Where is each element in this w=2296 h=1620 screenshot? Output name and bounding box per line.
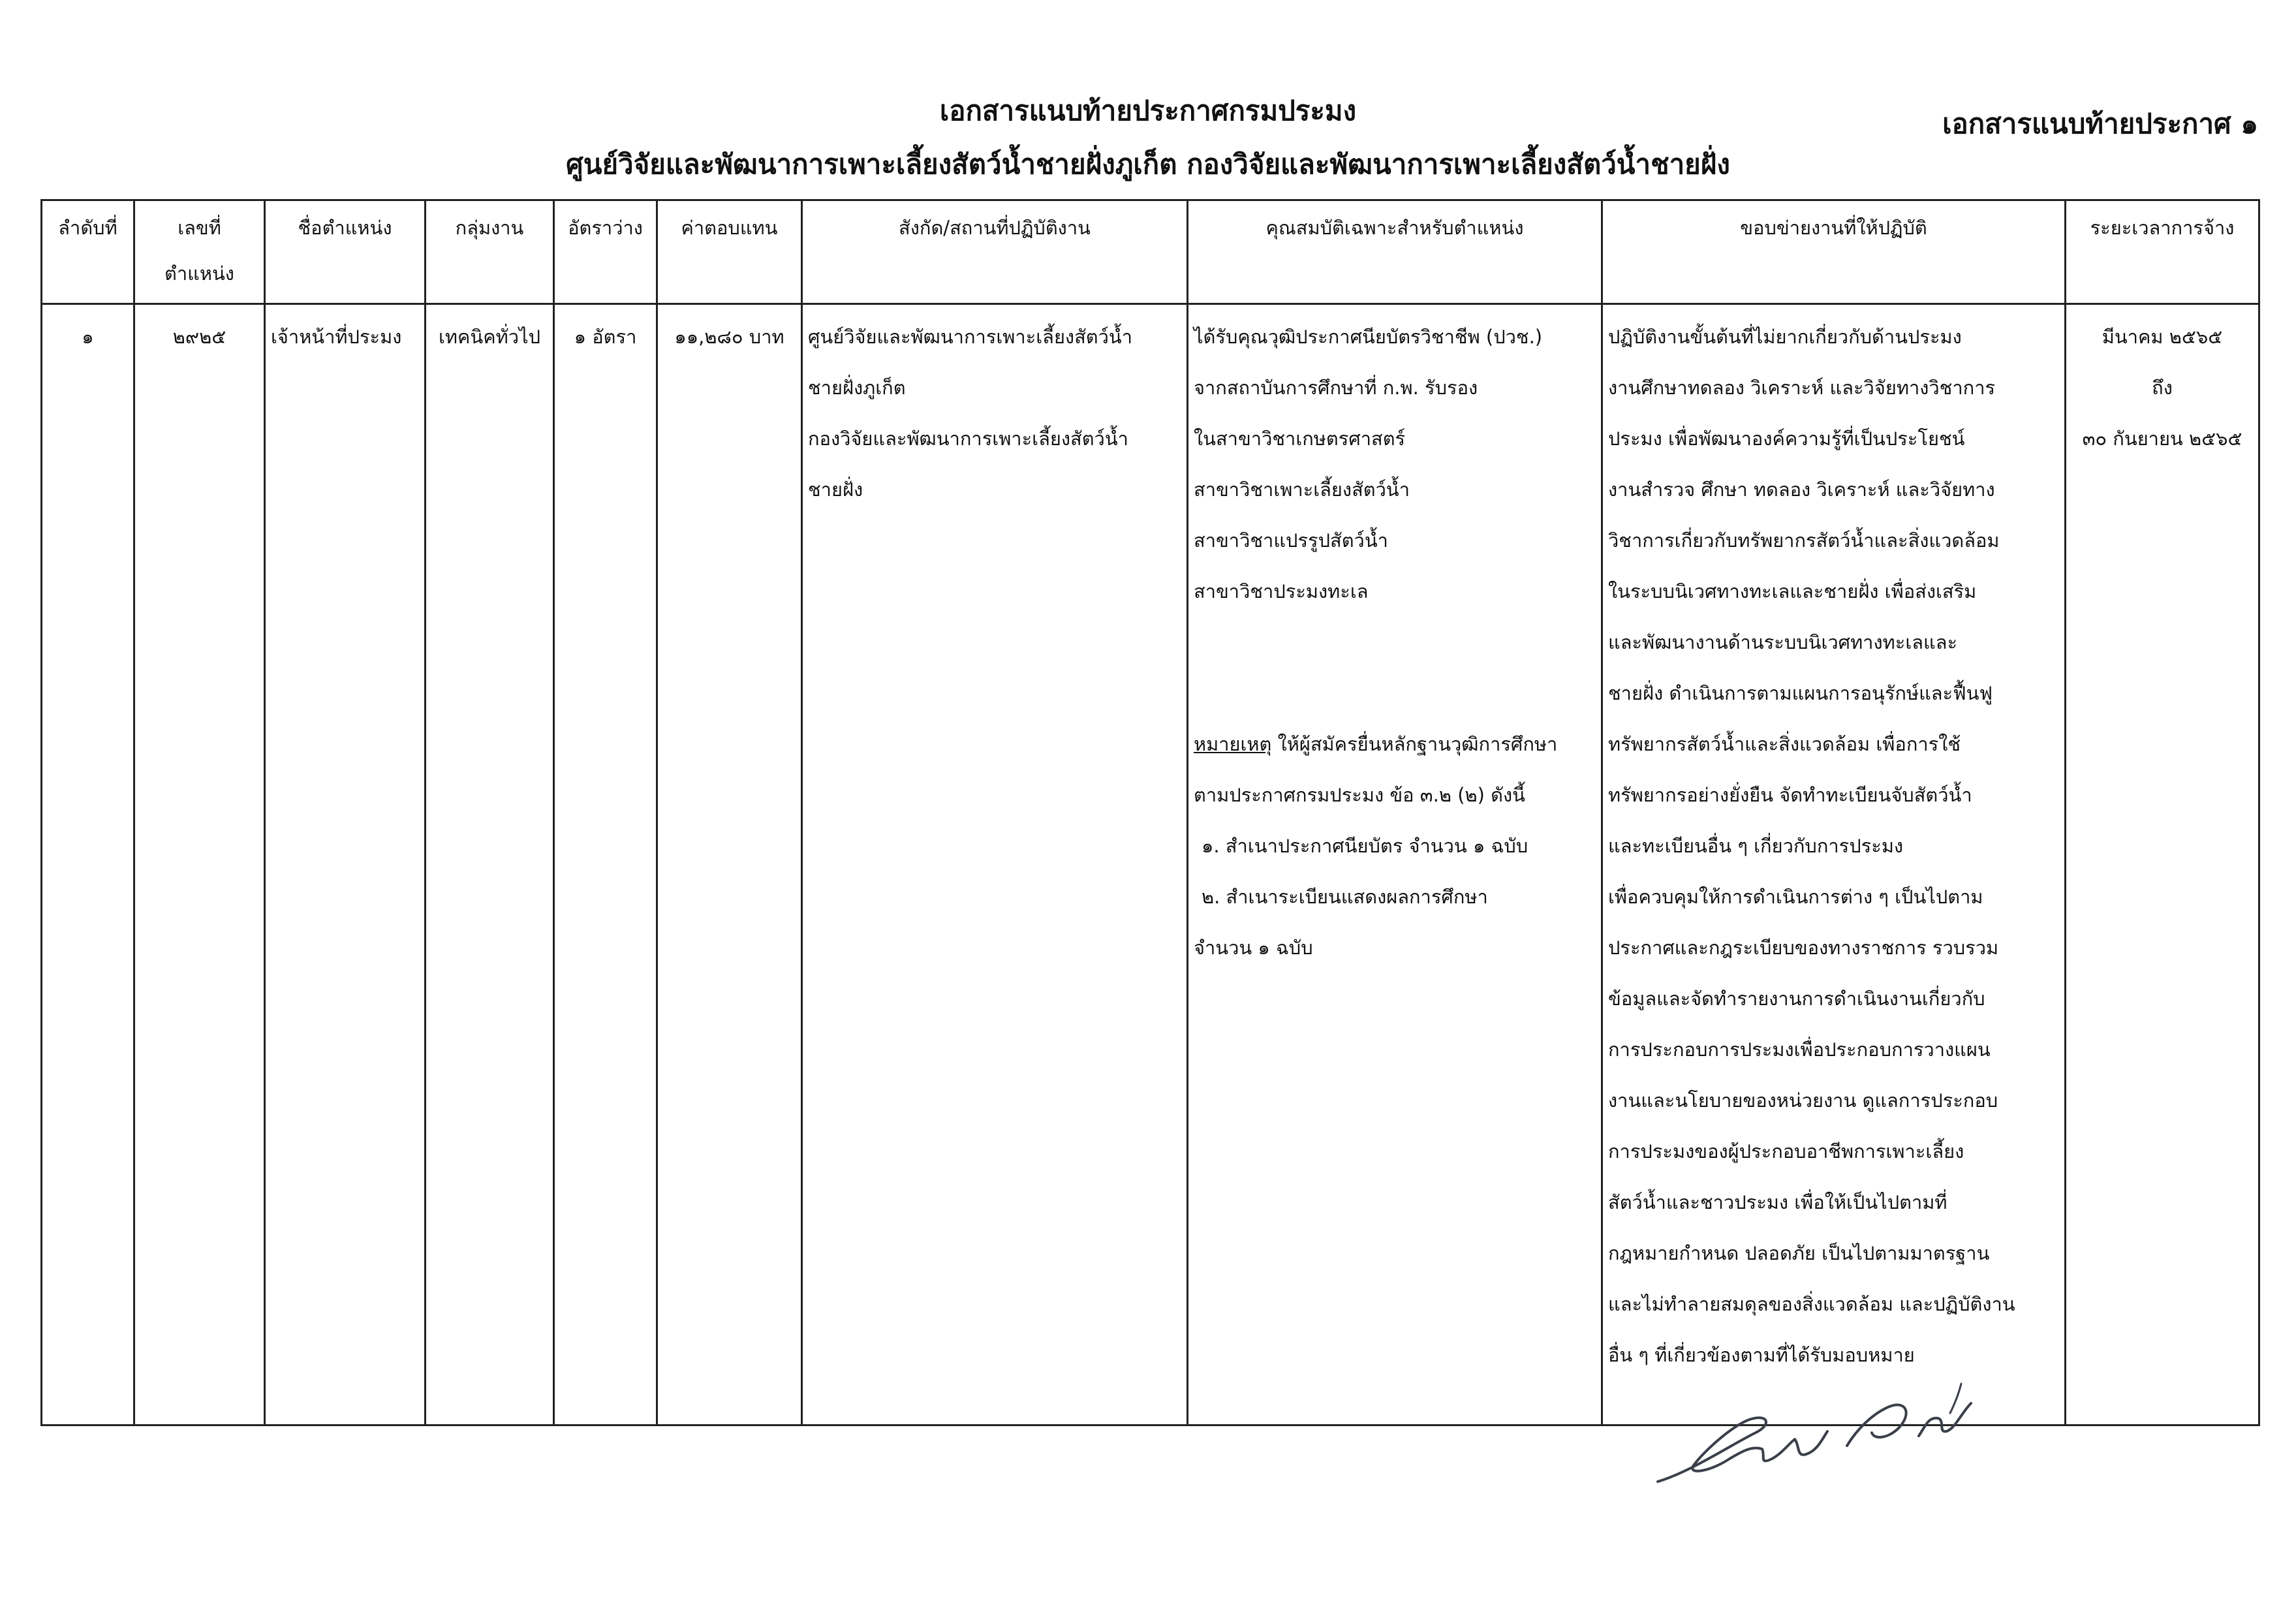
unit-line: ชายฝั่ง	[808, 478, 863, 501]
scope-line: วิชาการเกี่ยวกับทรัพยากรสัตว์น้ำและสิ่งแวดล้อม	[1608, 529, 2000, 552]
note-line	[1194, 719, 1596, 770]
scope-line: การประกอบการประมงเพื่อประกอบการวางแผน	[1608, 1038, 1991, 1061]
note-line: ๑. สำเนาประกาศนียบัตร จำนวน ๑ ฉบับ	[1202, 835, 1528, 857]
scope-line: ทรัพยากรสัตว์น้ำและสิ่งแวดล้อม เพื่อการใช้	[1608, 733, 1961, 755]
header-qualification: คุณสมบัติเฉพาะสำหรับตำแหน่ง	[1188, 200, 1602, 304]
qualification-line: สาขาวิชาประมงทะเล	[1194, 580, 1369, 602]
unit-line: ศูนย์วิจัยและพัฒนาการเพาะเลี้ยงสัตว์น้ำ	[808, 326, 1133, 348]
scope-line: ประกาศและกฎระเบียบของทางราชการ รวบรวม	[1608, 937, 1999, 959]
scope-line: ทรัพยากรอย่างยั่งยืน จัดทำทะเบียนจับสัตว์น้ำ	[1608, 784, 1972, 806]
cell-work-group: เทคนิคทั่วไป	[426, 304, 554, 1425]
scope-line: ข้อมูลและจัดทำรายงานการดำเนินงานเกี่ยวกับ	[1608, 988, 1985, 1010]
period-line: ถึง	[2152, 377, 2173, 399]
header-salary: ค่าตอบแทน	[657, 200, 802, 304]
signature-icon	[1632, 1367, 2010, 1498]
scope-line: งานศึกษาทดลอง วิเคราะห์ และวิจัยทางวิชาการ	[1608, 377, 1996, 399]
header-position-no-label: เลขที่ ตำแหน่ง	[164, 217, 234, 285]
unit-line: ชายฝั่งภูเก็ต	[808, 377, 906, 399]
scope-line: สัตว์น้ำและชาวประมง เพื่อให้เป็นไปตามที่	[1608, 1191, 1947, 1213]
header-unit: สังกัด/สถานที่ปฏิบัติงาน	[802, 200, 1188, 304]
scope-line: และทะเบียนอื่น ๆ เกี่ยวกับการประมง	[1608, 835, 1904, 857]
header-vacancy: อัตราว่าง	[554, 200, 657, 304]
header-position-name: ชื่อตำแหน่ง	[265, 200, 426, 304]
cell-period	[2066, 304, 2259, 1425]
table-row	[42, 304, 2259, 1425]
scope-line: ชายฝั่ง ดำเนินการตามแผนการอนุรักษ์และฟื้นฟู	[1608, 682, 1993, 704]
scope-line: ปฏิบัติงานขั้นต้นที่ไม่ยากเกี่ยวกับด้านประมง	[1608, 326, 1962, 348]
scope-line: การประมงของผู้ประกอบอาชีพการเพาะเลี้ยง	[1608, 1140, 1964, 1162]
cell-vacancy: ๑ อัตรา	[554, 304, 657, 1425]
qualification-line: ในสาขาวิชาเกษตรศาสตร์	[1194, 428, 1406, 450]
period-line: มีนาคม ๒๕๖๕	[2102, 326, 2223, 348]
vacancy-table	[40, 199, 2260, 1426]
scope-line: กฎหมายกำหนด ปลอดภัย เป็นไปตามมาตรฐาน	[1608, 1242, 1990, 1264]
scope-line: ประมง เพื่อพัฒนาองค์ความรู้ที่เป็นประโยชน์	[1608, 428, 1965, 450]
note-label: หมายเหตุ	[1194, 733, 1272, 755]
header-work-group: กลุ่มงาน	[426, 200, 554, 304]
cell-scope	[1602, 304, 2066, 1425]
header-period: ระยะเวลาการจ้าง	[2066, 200, 2259, 304]
scope-line: งานและนโยบายของหน่วยงาน ดูแลการประกอบ	[1608, 1089, 1998, 1112]
scope-line: และไม่ทำลายสมดุลของสิ่งแวดล้อม และปฏิบัติงาน	[1608, 1293, 2015, 1315]
document-title: เอกสารแนบท้ายประกาศกรมประมง	[939, 95, 1357, 127]
header-order: ลำดับที่	[42, 200, 134, 304]
table-header-row	[42, 200, 2259, 304]
header-scope: ขอบข่ายงานที่ให้ปฏิบัติ	[1602, 200, 2066, 304]
scope-line: อื่น ๆ ที่เกี่ยวข้องตามที่ได้รับมอบหมาย	[1608, 1344, 1915, 1366]
qualification-line: ได้รับคุณวุฒิประกาศนียบัตรวิชาชีพ (ปวช.)	[1194, 326, 1543, 348]
cell-order: ๑	[42, 304, 134, 1425]
qualification-spacer	[1194, 617, 1596, 719]
cell-qualification	[1188, 304, 1602, 1425]
note-line: ๒. สำเนาระเบียนแสดงผลการศึกษา	[1202, 886, 1488, 908]
annex-label: เอกสารแนบท้ายประกาศ ๑	[1942, 108, 2258, 140]
qualification-line: สาขาวิชาเพาะเลี้ยงสัตว์น้ำ	[1194, 478, 1410, 501]
qualification-line: สาขาวิชาแปรรูปสัตว์น้ำ	[1194, 529, 1388, 552]
scope-line: และพัฒนางานด้านระบบนิเวศทางทะเลและ	[1608, 631, 1958, 653]
scope-line: เพื่อควบคุมให้การดำเนินการต่าง ๆ เป็นไปตาม	[1608, 886, 1983, 908]
scope-line: ในระบบนิเวศทางทะเลและชายฝั่ง เพื่อส่งเสริม	[1608, 580, 1977, 602]
period-line: ๓๐ กันยายน ๒๕๖๕	[2082, 428, 2242, 450]
scope-line: งานสำรวจ ศึกษา ทดลอง วิเคราะห์ และวิจัยทาง	[1608, 478, 1995, 501]
cell-position-name: เจ้าหน้าที่ประมง	[265, 304, 426, 1425]
unit-line: กองวิจัยและพัฒนาการเพาะเลี้ยงสัตว์น้ำ	[808, 428, 1128, 450]
qualification-line: จากสถาบันการศึกษาที่ ก.พ. รับรอง	[1194, 377, 1478, 399]
document-subtitle: ศูนย์วิจัยและพัฒนาการเพาะเลี้ยงสัตว์น้ำชายฝั่งภูเก็ต กองวิจัยและพัฒนาการเพาะเลี้ยงสัตว์น้ำชายฝั่ง	[566, 148, 1730, 180]
cell-unit	[802, 304, 1188, 1425]
note-first-line: ให้ผู้สมัครยื่นหลักฐานวุฒิการศึกษา	[1271, 733, 1558, 755]
cell-salary: ๑๑,๒๘๐ บาท	[657, 304, 802, 1425]
header-position-no	[134, 200, 265, 304]
cell-position-no: ๒๙๒๕	[134, 304, 265, 1425]
note-line: จำนวน ๑ ฉบับ	[1194, 937, 1313, 959]
note-line: ตามประกาศกรมประมง ข้อ ๓.๒ (๒) ดังนี้	[1194, 784, 1525, 806]
